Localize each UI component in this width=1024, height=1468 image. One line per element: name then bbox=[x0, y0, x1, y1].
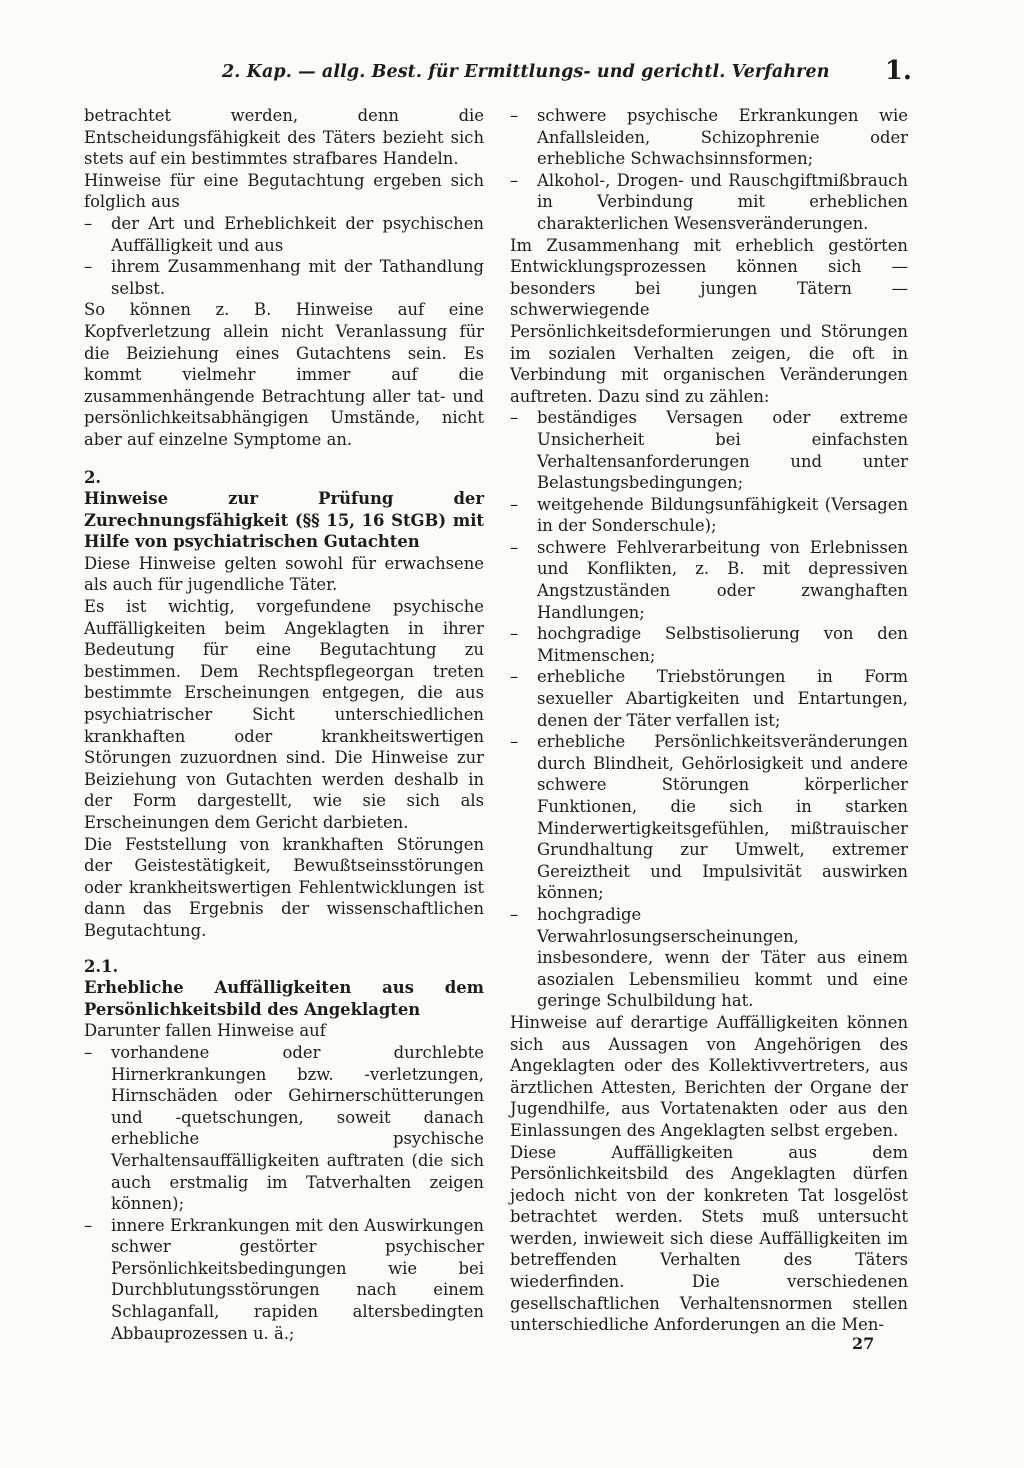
list-item: – schwere psychische Erkrankungen wie Anfallsleiden, Schizophrenie oder erhebliche Schwachsinnsformen; bbox=[510, 106, 908, 169]
hint-paragraph: Hinweise für eine Begutachtung ergeben sich folglich aus bbox=[84, 170, 484, 212]
right-column bbox=[510, 105, 908, 1336]
list-item: – ihrem Zusammenhang mit der Tathandlung selbst. bbox=[84, 257, 484, 298]
section-title: Hinweise zur Prüfung der Zurechnungsfähigkeit (§§ 15, 16 StGB) mit Hilfe von psychiatrischen Gutachten bbox=[84, 489, 484, 552]
list-item: – erhebliche Persönlichkeitsveränderungen durch Blindheit, Gehörlosigkeit und andere schwere Störungen körperlicher Funktionen, die sich in starken Minderwertigkeitsgefühlen, mißtrauischer Grundhaltung zur Umwelt, extremer Gereiztheit und Impulsivität auswirken können; bbox=[510, 732, 908, 903]
list-item: – Alkohol-, Drogen- und Rauschgiftmißbrauch in Verbindung mit erheblichen charakterlichen Wesensveränderungen. bbox=[510, 170, 908, 233]
page-number: 27 bbox=[852, 1334, 875, 1353]
list-item: – weitgehende Bildungsunfähigkeit (Versagen in der Sonderschule); bbox=[510, 494, 908, 536]
section-2 bbox=[84, 467, 484, 942]
paragraph: Die Feststellung von krankhaften Störungen der Geistestätigkeit, Bewußtseinsstörungen oder krankheitswertigen Fehlentwicklungen ist dann das Ergebnis der wissenschaftlichen Begutachtung. bbox=[84, 834, 484, 940]
paragraph: Es ist wichtig, vorgefundene psychische Auffälligkeiten beim Angeklagten in ihrer Bedeutung für eine Begutachtung zu bestimmen. Dem Rechtspflegeorgan treten bestimmte Erscheinungen entgegen, die aus psychiatrischer Sicht unterschiedlichen krankhaften oder krankheitswertigen Störungen zuzuordnen sind. Die Hinweise zur Beiziehung von Gutachten werden deshalb in der Form dargestellt, wie sie sich als Erscheinungen dem Gericht darbieten. bbox=[84, 597, 484, 832]
intro-paragraph: betrachtet werden, denn die Entscheidungsfähigkeit des Täters bezieht sich stets auf ein bestimmtes strafbares Handeln. bbox=[84, 106, 484, 169]
sources-paragraph: Hinweise auf derartige Auffälligkeiten können sich aus Aussagen von Angehörigen des Angeklagten oder des Kollektivvertreters, aus ärztlichen Attesten, Berichten der Organe der Jugendhilfe, aus Vortatenakten oder aus den Einlassungen des Angeklagten selbst ergeben. bbox=[510, 1012, 908, 1140]
example-paragraph: So können z. B. Hinweise auf eine Kopfverletzung allein nicht Veranlassung für die Beiziehung eines Gutachtens sein. Es kommt vielmehr immer auf die zusammenhängende Betrachtung aller tat- und persönlichkeitsabhängigen Umstände, nicht aber auf einzelne Symptome an. bbox=[84, 300, 484, 449]
left-column bbox=[84, 105, 484, 1344]
list-item: – vorhandene oder durchlebte Hirnerkrankungen bzw. -verletzungen, Hirnschäden oder Gehirnerschütterungen und -quetschungen, soweit danach erhebliche psychische Verhaltensauffälligkeiten auftraten (die sich auch erstmalig im Tatverhalten zeigen können); bbox=[84, 1042, 484, 1214]
section-title: Erhebliche Auffälligkeiten aus dem Persönlichkeitsbild des Angeklagten bbox=[84, 978, 484, 1019]
list-item: – beständiges Versagen oder extreme Unsicherheit bei einfachsten Verhaltensanforderungen und unter Belastungsbedingungen; bbox=[510, 408, 908, 493]
list-item: – schwere Fehlverarbeitung von Erlebnissen und Konflikten, z. B. mit depressiven Angstzuständen oder zwanghaften Handlungen; bbox=[510, 537, 908, 622]
running-header bbox=[222, 58, 912, 92]
header-section-number: 1. bbox=[884, 56, 912, 86]
section-number: 2. bbox=[84, 467, 102, 487]
section-2-1 bbox=[84, 956, 484, 1345]
paragraph: Diese Hinweise gelten sowohl für erwachsene als auch für jugendliche Täter. bbox=[84, 553, 484, 595]
list-item: – erhebliche Triebstörungen in Form sexueller Abartigkeiten und Entartungen, denen der Täter verfallen ist; bbox=[510, 667, 908, 730]
list-item: – der Art und Erheblichkeit der psychischen Auffälligkeit und aus bbox=[84, 213, 484, 255]
running-title: 2. Kap. — allg. Best. für Ermittlungs- und gerichtl. Verfahren bbox=[222, 62, 830, 82]
development-paragraph: Im Zusammenhang mit erheblich gestörten Entwicklungsprozessen können sich — besonders bei jungen Tätern — schwerwiegende Persönlichkeitsdeformierungen und Störungen im sozialen Verhalten zeigen, die oft in Verbindung mit organischen Veränderungen auftreten. Dazu sind zu zählen: bbox=[510, 235, 908, 406]
section-number: 2.1. bbox=[84, 956, 119, 976]
paragraph: Darunter fallen Hinweise auf bbox=[84, 1021, 326, 1041]
list-item: – hochgradige Selbstisolierung von den Mitmenschen; bbox=[510, 624, 908, 665]
list-item: – innere Erkrankungen mit den Auswirkungen schwer gestörter psychischer Persönlichkeitsbedingungen wie bei Durchblutungsstörungen nach einem Schlaganfall, rapiden altersbedingten Abbauprozessen u. ä.; bbox=[84, 1215, 484, 1343]
closing-paragraph: Diese Auffälligkeiten aus dem Persönlichkeitsbild des Angeklagten dürfen jedoch nicht von der konkreten Tat losgelöst betrachtet werden. Stets muß untersucht werden, inwieweit sich diese Auffälligkeiten im betreffenden Verhalten des Täters wiederfinden. Die verschiedenen gesellschaftlichen Verhaltensnormen stellen unterschiedliche Anforderungen an die Men- bbox=[510, 1142, 908, 1335]
list-item: – hochgradige Verwahrlosungserscheinungen, insbesondere, wenn der Täter aus einem asozialen Lebensmilieu kommt und eine geringe Schulbildung hat. bbox=[510, 904, 908, 1011]
